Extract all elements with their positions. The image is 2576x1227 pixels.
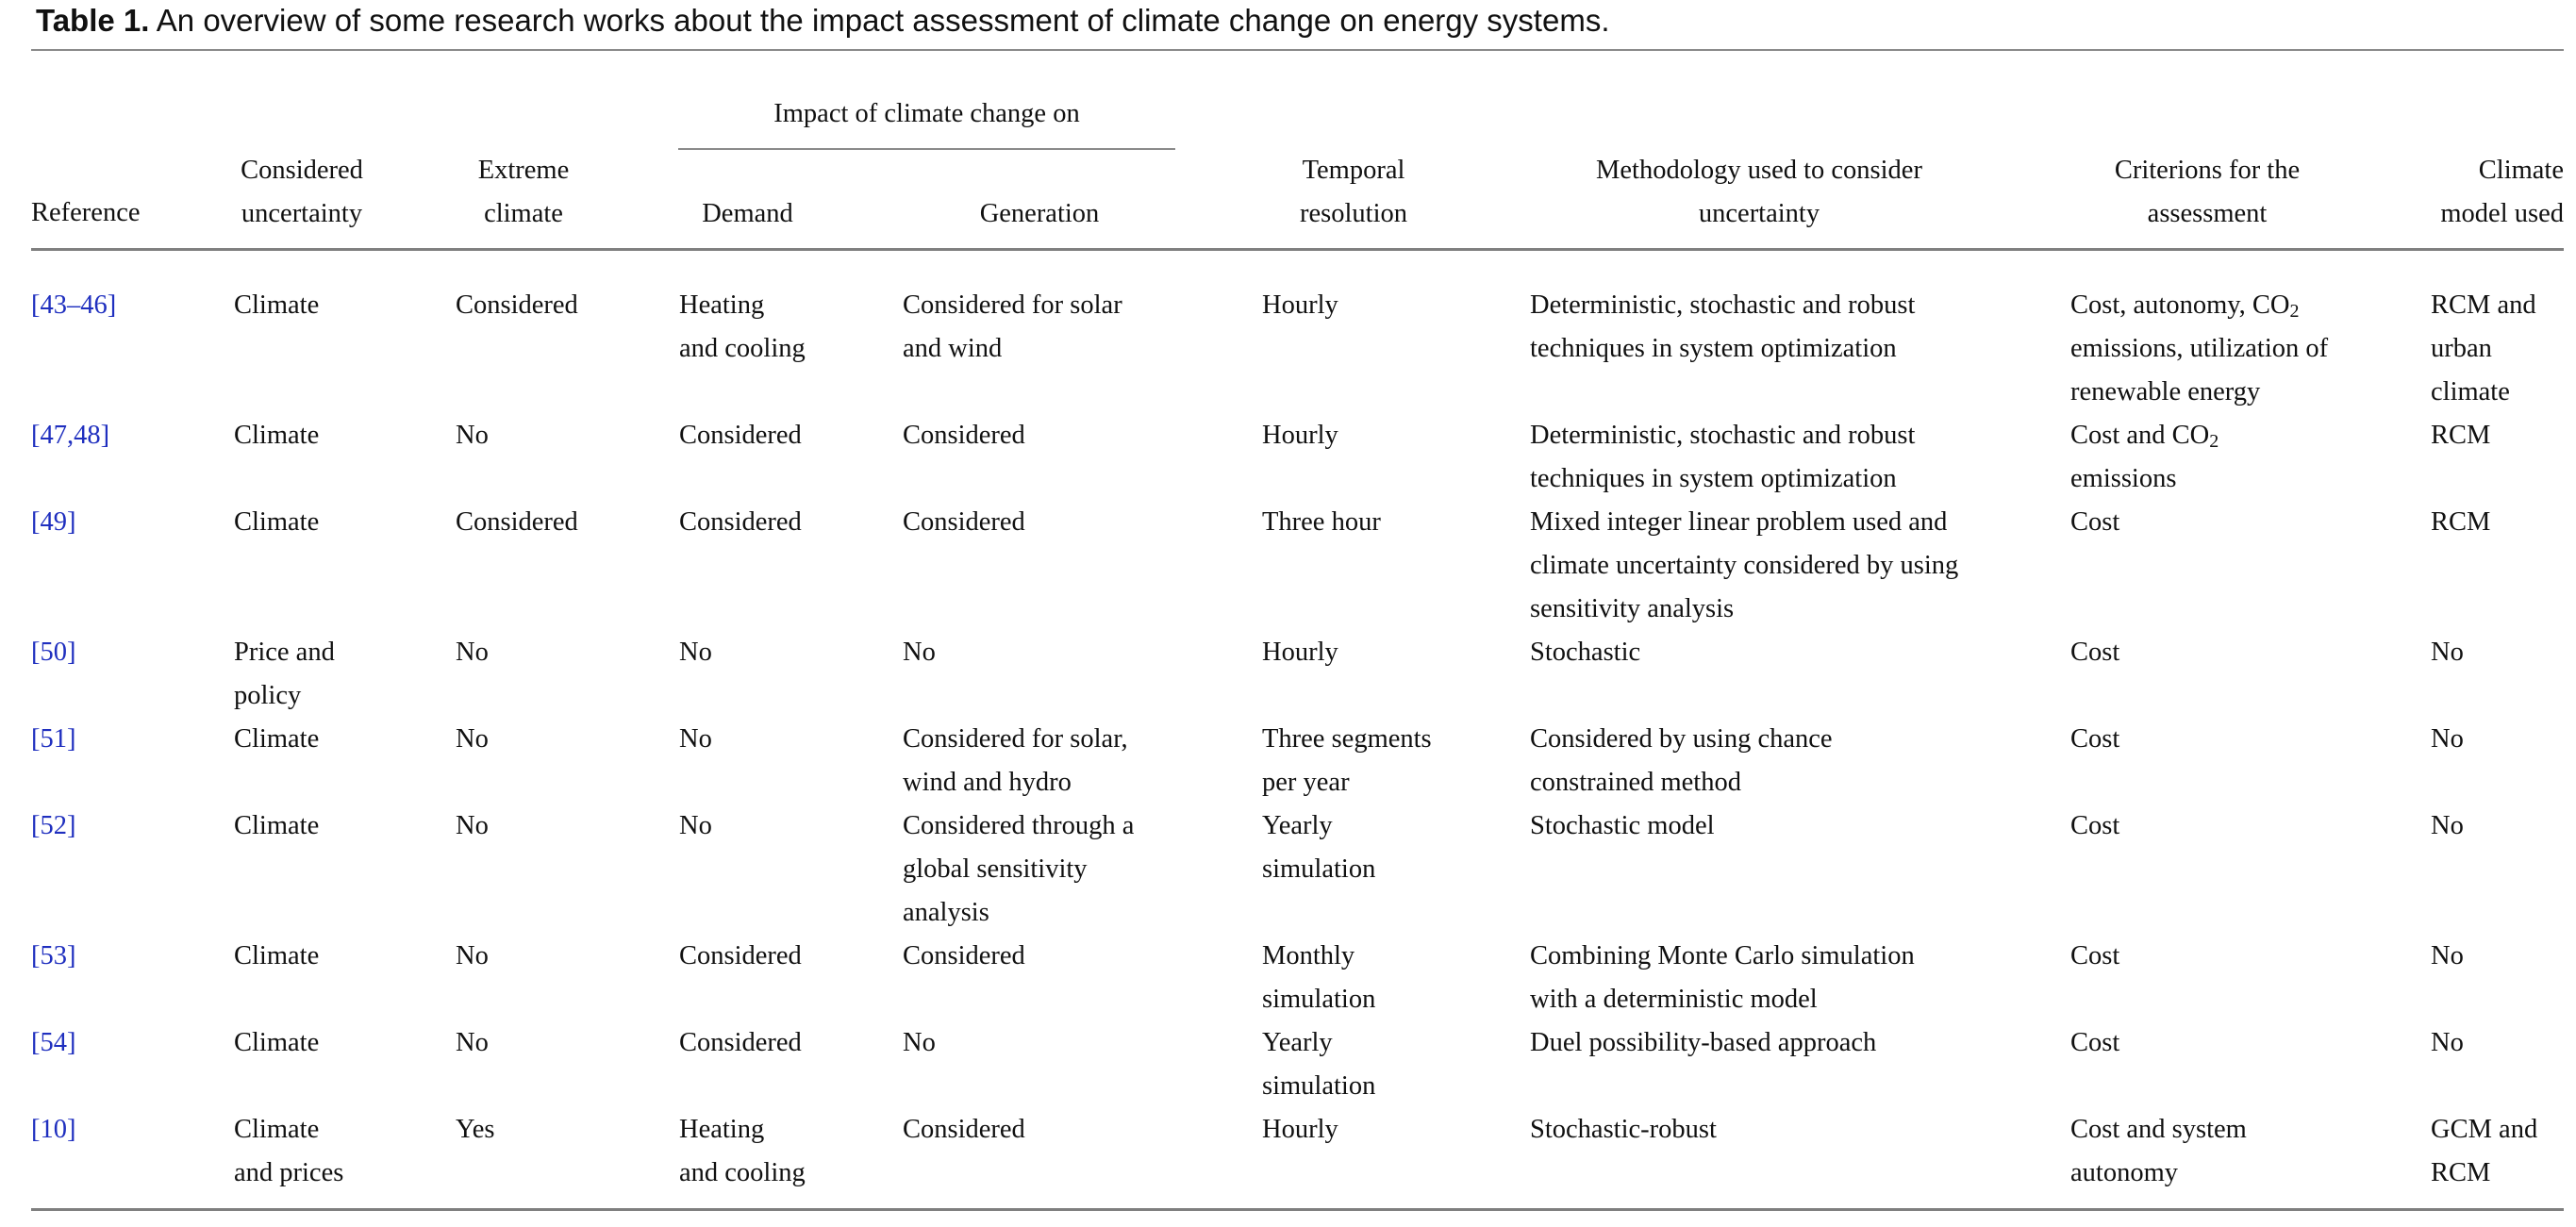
- row-temporal: Yearly simulation: [1262, 811, 1376, 884]
- row-criteria-part: Cost: [2070, 941, 2120, 970]
- row-reference[interactable]: [10]: [31, 1115, 76, 1144]
- row-criteria-part: emissions, utilization of renewable energy: [2070, 334, 2329, 406]
- row-criteria: [2070, 631, 2119, 674]
- header-criteria-line2: assessment: [2147, 199, 2268, 228]
- row-uncertainty: Climate: [234, 1028, 320, 1057]
- row-climate-model: No: [2431, 941, 2464, 970]
- header-temporal-line2: resolution: [1300, 199, 1407, 228]
- row-criteria: [2070, 501, 2119, 544]
- row-temporal: Hourly: [1262, 638, 1338, 667]
- header-method-line1: Methodology used to consider: [1596, 156, 1922, 185]
- top-rule: [31, 49, 2564, 51]
- row-criteria: [2070, 718, 2119, 761]
- row-extreme-climate: No: [456, 811, 489, 840]
- row-method: Deterministic, stochastic and robust techniques in system optimization: [1530, 421, 1916, 493]
- header-extreme-line2: climate: [484, 199, 563, 228]
- header-climate-line2: model used: [2440, 199, 2564, 228]
- row-criteria: [2070, 284, 2328, 414]
- row-climate-model: No: [2431, 1028, 2464, 1057]
- row-climate-model: GCM and RCM: [2431, 1115, 2538, 1187]
- row-criteria-part: Cost: [2070, 1028, 2120, 1057]
- row-method: Combining Monte Carlo simulation with a deterministic model: [1530, 941, 1915, 1014]
- row-reference[interactable]: [47,48]: [31, 421, 110, 450]
- row-criteria-part: Cost: [2070, 811, 2120, 840]
- row-generation: Considered for solar and wind: [903, 290, 1122, 363]
- row-generation: Considered through a global sensitivity analysis: [903, 811, 1135, 927]
- row-generation: No: [903, 638, 936, 667]
- row-reference[interactable]: [49]: [31, 507, 76, 537]
- row-uncertainty: Climate: [234, 811, 320, 840]
- row-extreme-climate: No: [456, 1028, 489, 1057]
- row-criteria: [2070, 414, 2219, 501]
- row-demand: Heating and cooling: [679, 290, 806, 363]
- header-climate-line1: Climate: [2478, 156, 2564, 185]
- row-reference[interactable]: [43–46]: [31, 290, 117, 320]
- row-uncertainty: Climate: [234, 724, 320, 754]
- header-generation: Generation: [979, 199, 1100, 228]
- row-extreme-climate: Yes: [456, 1115, 495, 1144]
- header-criteria-line1: Criterions for the: [2114, 156, 2301, 185]
- row-climate-model: No: [2431, 811, 2464, 840]
- row-criteria-part: Cost: [2070, 724, 2120, 754]
- row-demand: Considered: [679, 421, 802, 450]
- row-demand: Heating and cooling: [679, 1115, 806, 1187]
- row-criteria-part: emissions: [2070, 464, 2177, 493]
- table-caption-text: An overview of some research works about the impact assessment of climate change on energy systems.: [149, 3, 1610, 38]
- row-criteria: [2070, 1021, 2119, 1065]
- row-temporal: Three segments per year: [1262, 724, 1432, 797]
- row-method: Mixed integer linear problem used and climate uncertainty considered by using sensitivity analysis: [1530, 507, 1959, 623]
- header-temporal-line1: Temporal: [1302, 156, 1405, 185]
- row-demand: Considered: [679, 1028, 802, 1057]
- table-caption: [36, 2, 1610, 40]
- row-reference[interactable]: [53]: [31, 941, 76, 970]
- bottom-rule: [31, 1208, 2564, 1211]
- row-temporal: Monthly simulation: [1262, 941, 1376, 1014]
- row-demand: No: [679, 724, 712, 754]
- row-uncertainty: Climate and prices: [234, 1115, 344, 1187]
- table-caption-label: Table 1.: [36, 3, 150, 38]
- row-method: Duel possibility-based approach: [1530, 1028, 1877, 1057]
- header-extreme-line1: Extreme: [477, 156, 570, 185]
- header-group-impact: Impact of climate change on: [773, 99, 1080, 128]
- row-extreme-climate: No: [456, 724, 489, 754]
- row-extreme-climate: No: [456, 941, 489, 970]
- row-reference[interactable]: [54]: [31, 1028, 76, 1057]
- row-climate-model: No: [2431, 638, 2464, 667]
- row-reference[interactable]: [52]: [31, 811, 76, 840]
- row-uncertainty: Climate: [234, 941, 320, 970]
- row-criteria-part: Cost and system autonomy: [2070, 1115, 2247, 1187]
- row-generation: Considered: [903, 421, 1025, 450]
- header-rule: [31, 248, 2564, 251]
- header-method-line2: uncertainty: [1698, 199, 1820, 228]
- header-uncertainty-line2: uncertainty: [241, 199, 363, 228]
- row-temporal: Yearly simulation: [1262, 1028, 1376, 1101]
- row-criteria-part: Cost: [2070, 638, 2120, 667]
- row-temporal: Three hour: [1262, 507, 1381, 537]
- row-generation: Considered for solar, wind and hydro: [903, 724, 1128, 797]
- row-criteria: [2070, 804, 2119, 848]
- row-criteria-part: Cost, autonomy, CO: [2070, 290, 2290, 320]
- row-generation: Considered: [903, 507, 1025, 537]
- row-method: Stochastic: [1530, 638, 1641, 667]
- row-demand: No: [679, 638, 712, 667]
- row-criteria-subscript: 2: [2289, 301, 2300, 322]
- row-criteria-part: Cost and CO: [2070, 421, 2210, 450]
- row-method: Considered by using chance constrained method: [1530, 724, 1833, 797]
- row-method: Stochastic model: [1530, 811, 1715, 840]
- header-demand: Demand: [702, 199, 793, 228]
- header-reference: Reference: [31, 198, 141, 227]
- row-uncertainty: Price and policy: [234, 638, 335, 710]
- row-extreme-climate: No: [456, 638, 489, 667]
- row-criteria: [2070, 1108, 2247, 1195]
- row-reference[interactable]: [50]: [31, 638, 76, 667]
- row-generation: No: [903, 1028, 936, 1057]
- row-method: Stochastic-robust: [1530, 1115, 1717, 1144]
- row-extreme-climate: Considered: [456, 507, 578, 537]
- row-demand: No: [679, 811, 712, 840]
- row-reference[interactable]: [51]: [31, 724, 76, 754]
- row-criteria: [2070, 935, 2119, 978]
- header-group-rule: [678, 148, 1175, 150]
- row-climate-model: RCM and urban climate: [2431, 290, 2536, 406]
- row-climate-model: RCM: [2431, 421, 2491, 450]
- row-demand: Considered: [679, 941, 802, 970]
- row-method: Deterministic, stochastic and robust techniques in system optimization: [1530, 290, 1916, 363]
- row-uncertainty: Climate: [234, 421, 320, 450]
- header-uncertainty-line1: Considered: [241, 156, 363, 185]
- row-extreme-climate: No: [456, 421, 489, 450]
- row-generation: Considered: [903, 1115, 1025, 1144]
- row-generation: Considered: [903, 941, 1025, 970]
- row-temporal: Hourly: [1262, 290, 1338, 320]
- row-uncertainty: Climate: [234, 290, 320, 320]
- row-climate-model: RCM: [2431, 507, 2491, 537]
- row-demand: Considered: [679, 507, 802, 537]
- row-extreme-climate: Considered: [456, 290, 578, 320]
- row-criteria-part: Cost: [2070, 507, 2120, 537]
- row-uncertainty: Climate: [234, 507, 320, 537]
- row-criteria-subscript: 2: [2209, 431, 2219, 452]
- row-climate-model: No: [2431, 724, 2464, 754]
- row-temporal: Hourly: [1262, 1115, 1338, 1144]
- row-temporal: Hourly: [1262, 421, 1338, 450]
